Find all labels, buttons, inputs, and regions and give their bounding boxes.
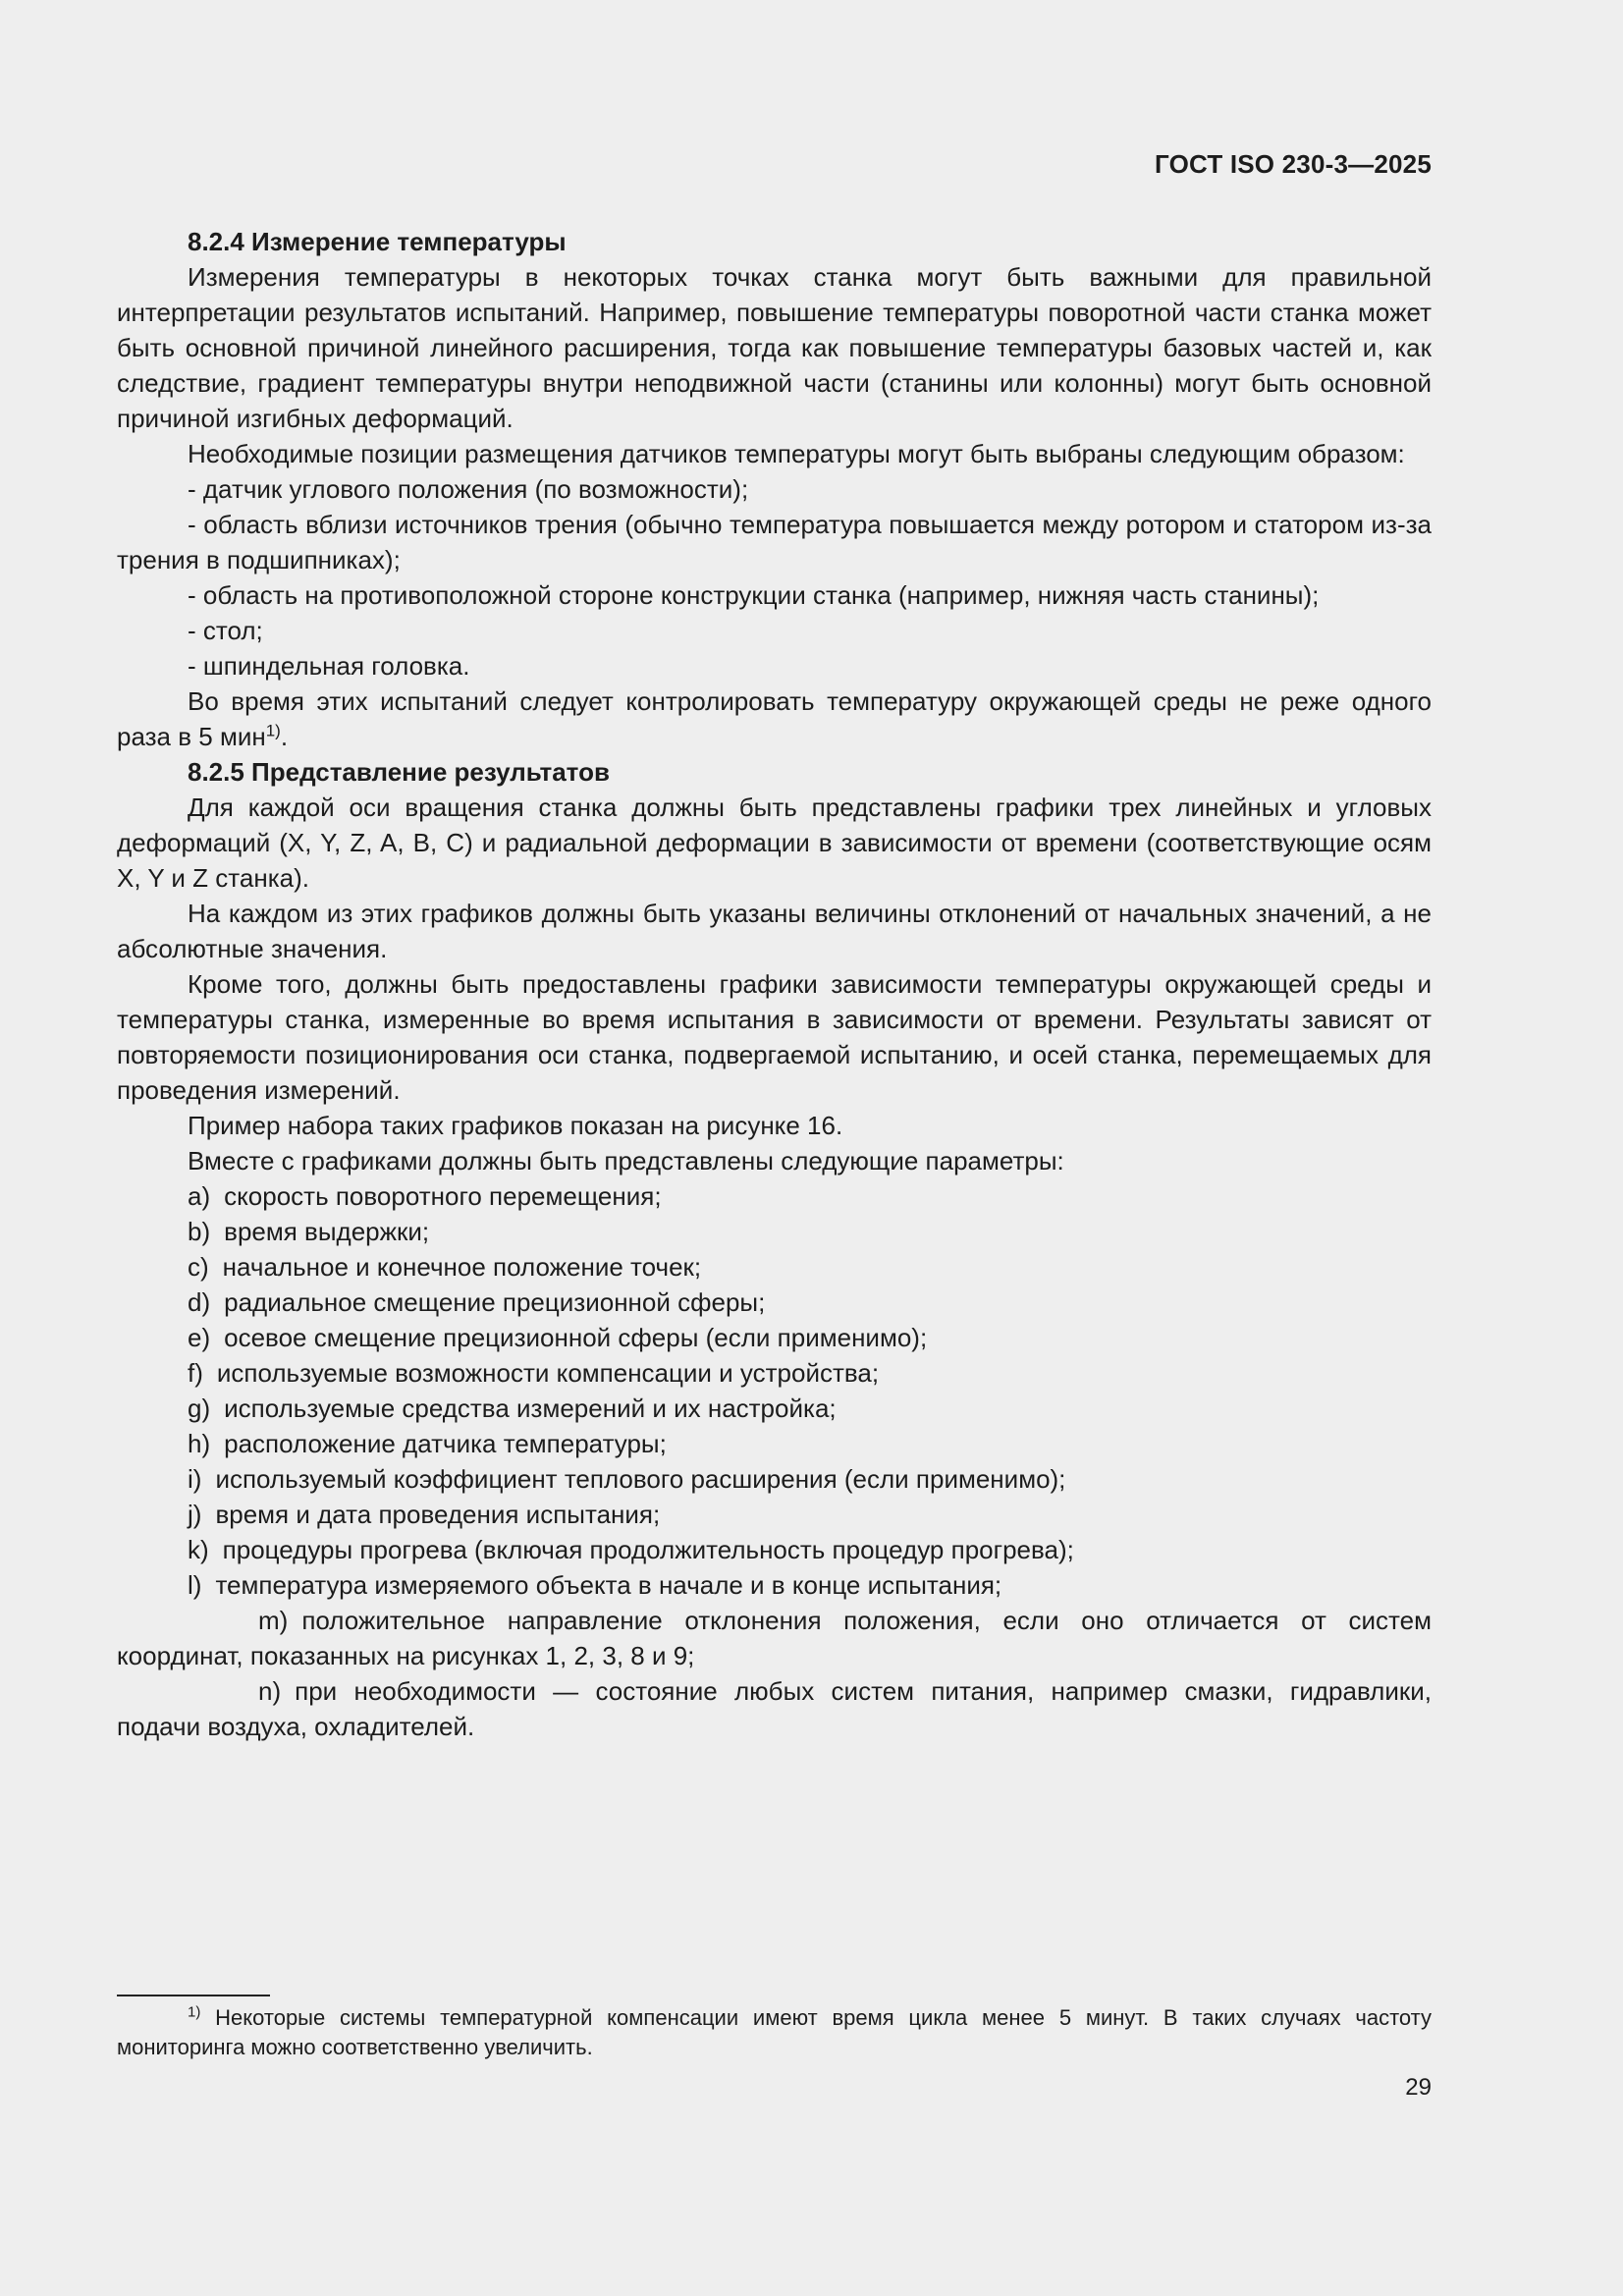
list-item-label: h) bbox=[188, 1429, 211, 1458]
list-item: - шпиндельная головка. bbox=[188, 651, 470, 681]
list-item-text: используемые возможности компенсации и устройства; bbox=[216, 1358, 880, 1388]
list-item bbox=[117, 1461, 1432, 1497]
list-item-text: температура измеряемого объекта в начале и в конце испытания; bbox=[215, 1570, 1002, 1600]
list-item-label: g) bbox=[188, 1394, 211, 1423]
list-item-text: скорость поворотного перемещения; bbox=[224, 1181, 662, 1211]
list-item-label: e) bbox=[188, 1323, 211, 1352]
list-item bbox=[117, 1178, 1432, 1214]
list-item bbox=[117, 1391, 1432, 1426]
section-heading-8-2-4: 8.2.4 Измерение температуры bbox=[188, 227, 567, 256]
footnote-marker: 1) bbox=[188, 2003, 201, 2021]
list-item-text: расположение датчика температуры; bbox=[224, 1429, 667, 1458]
list-item bbox=[117, 1426, 1432, 1461]
paragraph-end: . bbox=[280, 722, 289, 751]
page-number: 29 bbox=[1405, 2074, 1432, 2101]
list-item-label: j) bbox=[188, 1500, 202, 1529]
list-item-label: i) bbox=[188, 1464, 202, 1494]
list-item bbox=[117, 1603, 1432, 1673]
paragraph: Вместе с графиками должны быть представлены следующие параметры: bbox=[188, 1146, 1064, 1175]
list-item-text: при необходимости — состояние любых систем питания, например смазки, гидравлики, подачи воздуха, охладителей. bbox=[117, 1676, 1432, 1741]
list-item-label: c) bbox=[188, 1252, 209, 1282]
footnote bbox=[117, 2003, 1432, 2062]
list-item-text: используемые средства измерений и их настройка; bbox=[224, 1394, 837, 1423]
list-item bbox=[117, 1532, 1432, 1567]
list-item-label: d) bbox=[188, 1287, 211, 1317]
list-item-label: f) bbox=[188, 1358, 203, 1388]
paragraph-text: Во время этих испытаний следует контролировать температуру окружающей среды не реже одного раза в 5 мин bbox=[117, 686, 1432, 751]
list-item bbox=[117, 1567, 1432, 1603]
list-item: - стол; bbox=[188, 616, 263, 645]
footnote-reference: 1) bbox=[265, 721, 281, 740]
list-item-label: n) bbox=[258, 1676, 282, 1706]
list-item: - датчик углового положения (по возможности); bbox=[188, 474, 749, 504]
paragraph: Кроме того, должны быть предоставлены графики зависимости температуры окружающей среды и температуры станка, измеренные во время испытания в зависимости от времени. Результаты зависят от повторяемости позиционирования оси станка, подвергаемой испытанию, и осей станка, перемещаемых для проведения измерений. bbox=[117, 969, 1432, 1105]
list-item-text: начальное и конечное положение точек; bbox=[222, 1252, 702, 1282]
list-item bbox=[117, 1320, 1432, 1355]
list-item-label: a) bbox=[188, 1181, 211, 1211]
list-item-text: процедуры прогрева (включая продолжительность процедур прогрева); bbox=[222, 1535, 1074, 1564]
list-item-text: положительное направление отклонения положения, если оно отличается от систем координат, показанных на рисунках 1, 2, 3, 8 и 9; bbox=[117, 1606, 1432, 1670]
list-item-text: время выдержки; bbox=[224, 1217, 430, 1246]
list-item bbox=[117, 1355, 1432, 1391]
paragraph bbox=[117, 683, 1432, 754]
list-item-text: радиальное смещение прецизионной сферы; bbox=[224, 1287, 766, 1317]
list-item bbox=[117, 1285, 1432, 1320]
paragraph: Измерения температуры в некоторых точках станка могут быть важными для правильной интерпретации результатов испытаний. Например, повышение температуры поворотной части станка может быть основной причиной линейного расширения, тогда как повышение температуры базовых частей и, как следствие, градиент температуры внутри неподвижной части (станины или колонны) могут быть основной причиной изгибных деформаций. bbox=[117, 262, 1432, 433]
footnote-divider bbox=[117, 1995, 270, 1996]
main-content bbox=[117, 224, 1432, 1744]
paragraph: На каждом из этих графиков должны быть указаны величины отклонений от начальных значений, а не абсолютные значения. bbox=[117, 899, 1432, 963]
document-header: ГОСТ ISO 230-3—2025 bbox=[1154, 149, 1432, 179]
list-item-text: используемый коэффициент теплового расширения (если применимо); bbox=[215, 1464, 1066, 1494]
paragraph: Пример набора таких графиков показан на рисунке 16. bbox=[188, 1111, 843, 1140]
footnote-text: Некоторые системы температурной компенсации имеют время цикла менее 5 минут. В таких случаях частоту мониторинга можно соответственно увеличить. bbox=[117, 2005, 1432, 2059]
list-item bbox=[117, 1249, 1432, 1285]
paragraph: Для каждой оси вращения станка должны быть представлены графики трех линейных и угловых деформаций (X, Y, Z, A, B, C) и радиальной деформации в зависимости от времени (соответствующие осям X, Y и Z станка). bbox=[117, 793, 1432, 893]
section-heading-8-2-5: 8.2.5 Представление результатов bbox=[188, 757, 610, 787]
list-item: - область на противоположной стороне конструкции станка (например, нижняя часть станины); bbox=[188, 580, 1320, 610]
list-item bbox=[117, 1673, 1432, 1744]
list-item-label: k) bbox=[188, 1535, 209, 1564]
list-item: - область вблизи источников трения (обычно температура повышается между ротором и статором из-за трения в подшипниках); bbox=[117, 510, 1432, 574]
list-item bbox=[117, 1497, 1432, 1532]
list-item bbox=[117, 1214, 1432, 1249]
paragraph: Необходимые позиции размещения датчиков температуры могут быть выбраны следующим образом: bbox=[188, 439, 1405, 468]
list-item-text: осевое смещение прецизионной сферы (если применимо); bbox=[224, 1323, 928, 1352]
list-item-label: b) bbox=[188, 1217, 211, 1246]
list-item-label: l) bbox=[188, 1570, 202, 1600]
list-item-label: m) bbox=[258, 1606, 289, 1635]
list-item-text: время и дата проведения испытания; bbox=[215, 1500, 661, 1529]
